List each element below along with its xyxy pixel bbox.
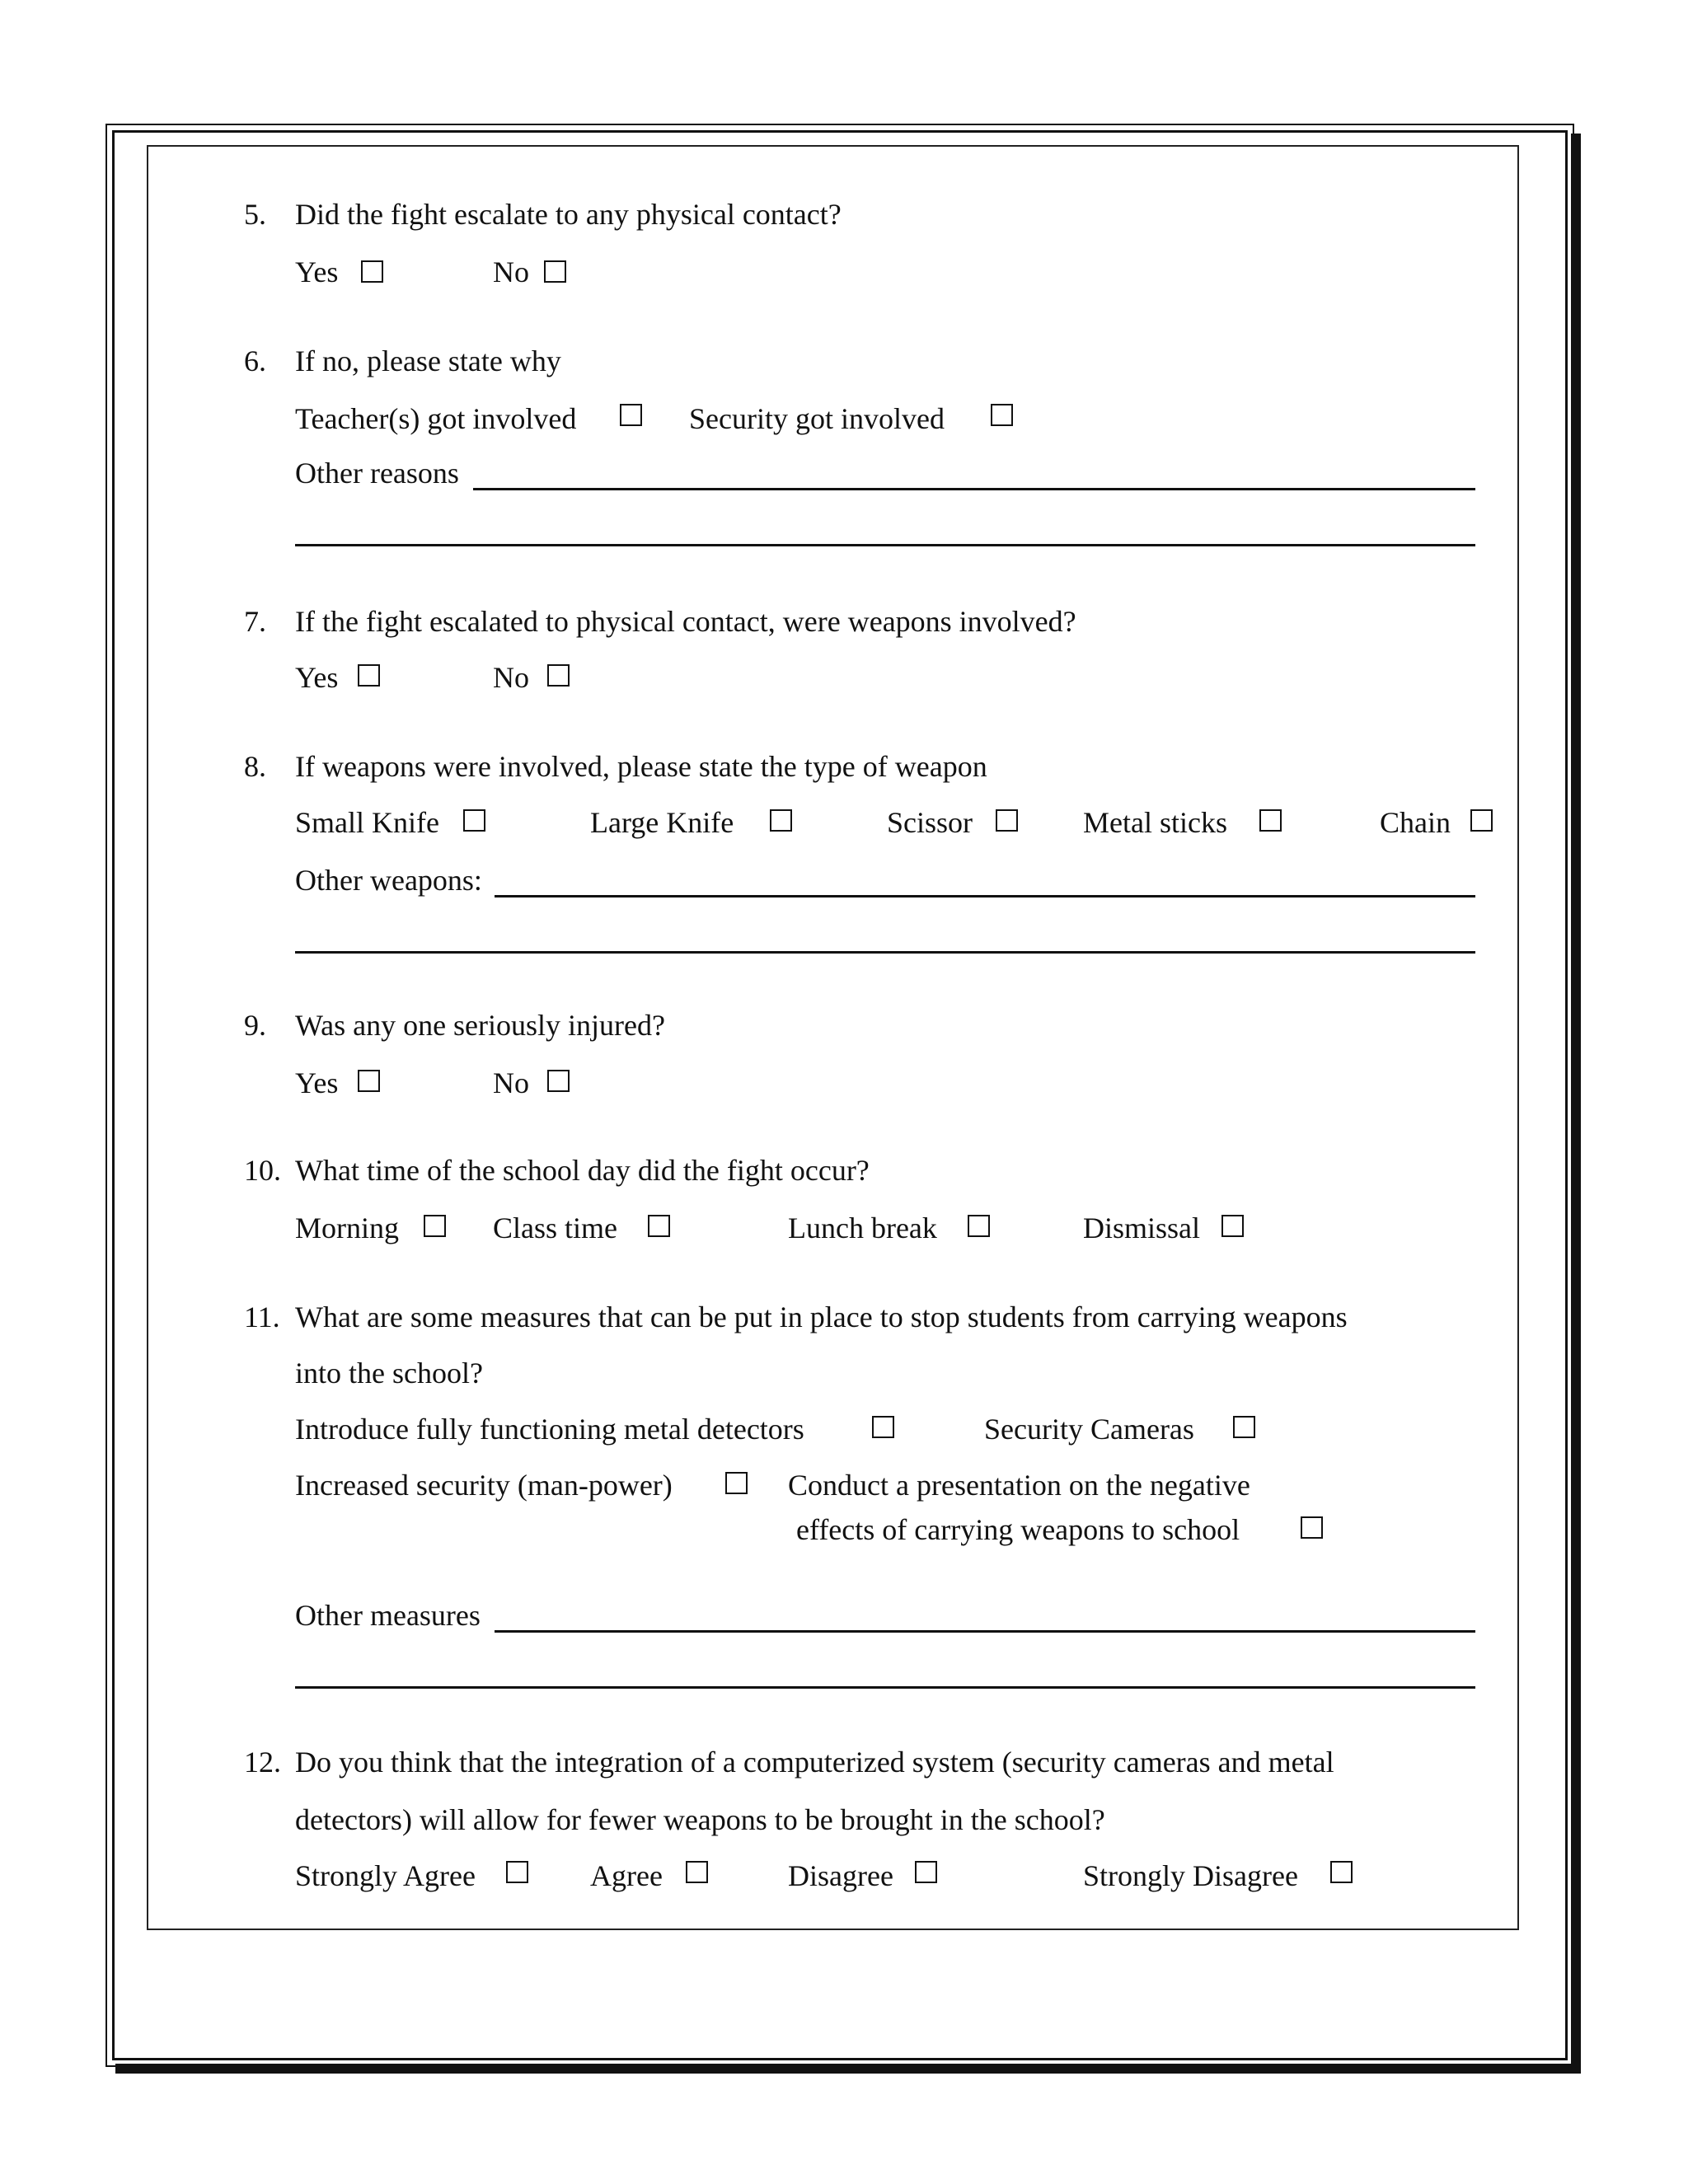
q5-number: 5. [244,198,266,231]
q12-agree-label: Agree [590,1859,663,1892]
page-border-shadow-bottom [115,2064,1581,2074]
q6-text: If no, please state why [295,344,561,377]
q12-strongly-disagree-label: Strongly Disagree [1083,1859,1298,1892]
q8-metal-sticks-checkbox[interactable] [1259,809,1282,832]
q7-no-label: No [493,661,529,694]
q5-no-checkbox[interactable] [544,260,566,283]
q12-text-line-2: detectors) will allow for fewer weapons to be brought in the school? [295,1803,1105,1836]
q10-number: 10. [244,1154,281,1187]
q9-no-checkbox[interactable] [547,1070,570,1092]
q6-other-label: Other reasons [295,457,459,490]
q11-presentation-label-line-2: effects of carrying weapons to school [796,1513,1240,1546]
q11-other-label: Other measures [295,1599,481,1632]
q12-text-line-1: Do you think that the integration of a computerized system (security cameras and metal [295,1746,1334,1779]
q11-presentation-label-line-1: Conduct a presentation on the negative [788,1469,1250,1502]
q11-metal-detectors-checkbox[interactable] [872,1416,894,1438]
q7-text: If the fight escalated to physical contact, were weapons involved? [295,605,1076,638]
q11-metal-detectors-label: Introduce fully functioning metal detectors [295,1413,804,1446]
q11-text-line-2: into the school? [295,1357,483,1390]
q10-text: What time of the school day did the fight occur? [295,1154,870,1187]
q10-dismissal-label: Dismissal [1083,1212,1201,1244]
q10-dismissal-checkbox[interactable] [1221,1215,1244,1237]
q8-scissor-label: Scissor [887,806,973,839]
q8-metal-sticks-label: Metal sticks [1083,806,1227,839]
q9-text: Was any one seriously injured? [295,1009,665,1042]
q9-yes-label: Yes [295,1066,339,1099]
q12-strongly-agree-label: Strongly Agree [295,1859,476,1892]
q8-large-knife-checkbox[interactable] [770,809,792,832]
q12-disagree-label: Disagree [788,1859,893,1892]
q12-strongly-disagree-checkbox[interactable] [1330,1861,1353,1883]
q8-chain-label: Chain [1380,806,1451,839]
q8-other-label: Other weapons: [295,864,482,897]
q5-yes-checkbox[interactable] [361,260,383,283]
q8-large-knife-label: Large Knife [590,806,734,839]
q8-small-knife-label: Small Knife [295,806,439,839]
q7-no-checkbox[interactable] [547,664,570,687]
q11-security-cameras-label: Security Cameras [984,1413,1194,1446]
q7-number: 7. [244,605,266,638]
q8-chain-checkbox[interactable] [1470,809,1493,832]
q11-other-line-1[interactable] [495,1630,1475,1633]
q10-morning-checkbox[interactable] [424,1215,446,1237]
q7-yes-checkbox[interactable] [358,664,380,687]
q11-presentation-checkbox[interactable] [1301,1516,1323,1539]
q6-number: 6. [244,344,266,377]
q8-small-knife-checkbox[interactable] [463,809,485,832]
q10-lunch-break-checkbox[interactable] [968,1215,990,1237]
q12-number: 12. [244,1746,281,1779]
q10-class-time-label: Class time [493,1212,617,1244]
q11-text-line-1: What are some measures that can be put in place to stop students from carrying weapons [295,1301,1348,1333]
q12-strongly-agree-checkbox[interactable] [506,1861,528,1883]
q11-increased-security-checkbox[interactable] [725,1472,748,1494]
page-border-shadow-right [1571,134,1581,2074]
q6-teacher-checkbox[interactable] [620,404,642,426]
q8-scissor-checkbox[interactable] [996,809,1018,832]
q6-teacher-label: Teacher(s) got involved [295,402,577,435]
q9-no-label: No [493,1066,529,1099]
q6-other-line-1[interactable] [473,488,1475,490]
q8-other-line-2[interactable] [295,951,1475,954]
q11-number: 11. [244,1301,280,1333]
q11-other-line-2[interactable] [295,1686,1475,1689]
q7-yes-label: Yes [295,661,339,694]
q5-yes-label: Yes [295,255,339,288]
q11-security-cameras-checkbox[interactable] [1233,1416,1255,1438]
q10-lunch-break-label: Lunch break [788,1212,937,1244]
q8-number: 8. [244,750,266,783]
q10-class-time-checkbox[interactable] [648,1215,670,1237]
q5-no-label: No [493,255,529,288]
q10-morning-label: Morning [295,1212,399,1244]
q8-other-line-1[interactable] [495,895,1475,898]
q9-yes-checkbox[interactable] [358,1070,380,1092]
q11-increased-security-label: Increased security (man-power) [295,1469,673,1502]
q8-text: If weapons were involved, please state the type of weapon [295,750,987,783]
q6-security-checkbox[interactable] [991,404,1013,426]
q6-security-label: Security got involved [689,402,945,435]
q12-disagree-checkbox[interactable] [915,1861,937,1883]
q9-number: 9. [244,1009,266,1042]
q5-text: Did the fight escalate to any physical contact? [295,198,842,231]
q6-other-line-2[interactable] [295,544,1475,546]
q12-agree-checkbox[interactable] [686,1861,708,1883]
